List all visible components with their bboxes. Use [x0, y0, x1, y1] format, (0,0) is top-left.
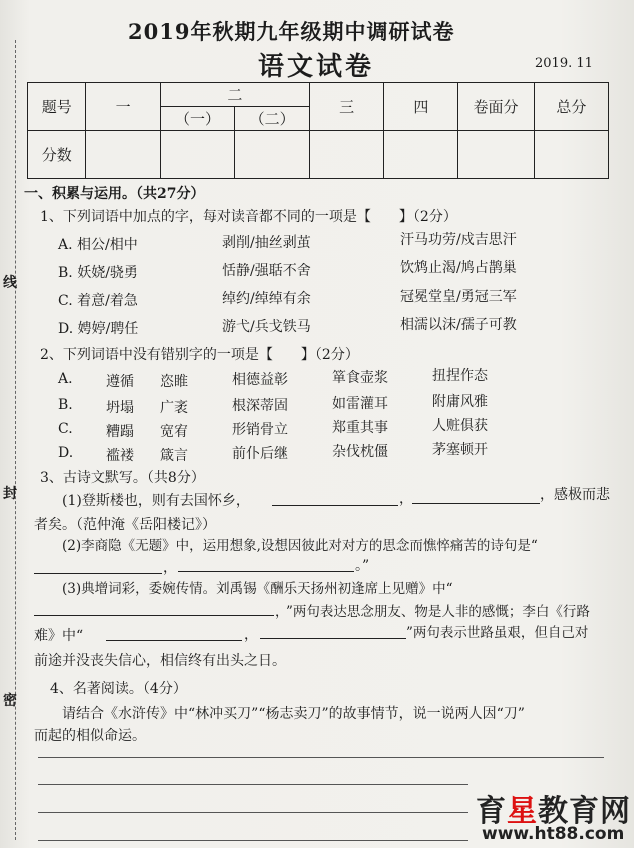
score-table-header-question: 题号 [28, 83, 86, 131]
q3-part-2-tail: 。” [355, 558, 370, 574]
q3-part-3-text: (3)典增词彩，委婉传情。刘禹锡《酬乐天扬州初逢席上见赠》中“ [62, 581, 453, 597]
score-table-col-2-sub-1: （一） [160, 107, 235, 131]
question-1-stem: 1、下列词语中加点的字，每对读音都不同的一项是【 】（2分） [40, 209, 457, 225]
exam-subtitle: 语文试卷 [258, 52, 375, 82]
q2-option-b-word-4: 如雷灌耳 [332, 396, 388, 412]
q2-option-a-word-4: 箪食壶浆 [332, 370, 388, 386]
watermark-char-1: 育 [476, 794, 507, 829]
q3-part-3-middle: ”两句表达思念朋友、物是人非的感慨；李白《行路 [286, 604, 590, 620]
q2-option-d-word-5: 茅塞顿开 [432, 442, 488, 458]
question-4-stem: 4、名著阅读。（4分） [50, 681, 187, 697]
q3-part-3-end: 前途并没丧失信心，相信终有出头之日。 [34, 653, 286, 669]
q1-option-a: A. 相公/相中 [58, 237, 138, 253]
q1-option-b-pair-3: 饮鸩止渴/鸠占鹊巢 [400, 260, 517, 276]
score-table-col-5: 卷面分 [458, 83, 534, 131]
score-cell-2-2[interactable] [235, 131, 310, 179]
q1-option-a-pair-3: 汗马功劳/戍吉思汗 [400, 232, 517, 248]
q3-part-1-source: 者矣。（范仲淹《岳阳楼记》） [34, 517, 216, 533]
q2-option-a-word-3: 相德益彰 [232, 372, 288, 388]
q3-part-3-tail: ”两句表示世路虽艰，但自己对 [406, 625, 589, 641]
score-table-col-2: 二 [160, 83, 309, 107]
q1-option-c: C. 着意/着急 [58, 293, 138, 309]
q2-option-d: D. [58, 445, 74, 461]
score-table-header-score: 分数 [28, 131, 86, 179]
answer-line-2[interactable] [38, 784, 468, 785]
q3-part-2-text: (2)李商隐《无题》中，运用想象,设想因彼此对对方的思念而憔悴痛苦的诗句是“ [62, 538, 538, 554]
watermark-url: www.ht88.com [482, 824, 625, 844]
q2-option-b-word-2: 广袤 [160, 400, 188, 416]
q4-body-line-1: 请结合《水浒传》中“林冲买刀”“杨志卖刀”的故事情节，说一说两人因“刀” [62, 706, 525, 722]
question-3-stem: 3、古诗文默写。（共8分） [40, 470, 205, 486]
q2-option-c-word-3: 形销骨立 [232, 422, 288, 438]
q3-blank-3[interactable] [34, 573, 162, 574]
binding-label-middle: 封 [3, 486, 17, 502]
answer-line-4[interactable] [38, 840, 468, 841]
q3-part-3-nan: 难》中“ [34, 628, 84, 644]
score-cell-6[interactable] [534, 131, 608, 179]
q2-option-c-word-2: 宽宥 [160, 424, 188, 440]
q2-option-b: B. [58, 397, 73, 413]
q3-blank-7[interactable] [260, 638, 406, 639]
q2-option-b-word-3: 根深蒂固 [232, 398, 288, 414]
score-cell-1[interactable] [86, 131, 160, 179]
score-cell-5[interactable] [458, 131, 534, 179]
q1-option-d-pair-3: 相濡以沫/孺子可教 [400, 317, 517, 333]
q3-part-3-comma-2: ， [244, 627, 258, 643]
exam-title: 2019年秋期九年级期中调研试卷 [128, 19, 455, 44]
q3-part-2-comma: ， [163, 560, 177, 576]
q3-part-1-tail: ，感极而悲 [540, 487, 610, 503]
q4-body-line-2: 而起的相似命运。 [34, 728, 146, 744]
q1-option-b: B. 妖娆/骁勇 [58, 265, 138, 281]
binding-label-bottom: 密 [3, 693, 17, 709]
q3-part-1-text: (1)登斯楼也，则有去国怀乡， [62, 493, 250, 509]
score-cell-2-1[interactable] [160, 131, 235, 179]
score-table-col-6: 总分 [534, 83, 608, 131]
answer-line-1[interactable] [38, 757, 604, 758]
q2-option-c-word-1: 糟蹋 [106, 424, 134, 440]
q1-option-c-pair-2: 绰约/绰绰有余 [222, 291, 311, 307]
answer-line-3[interactable] [38, 812, 468, 813]
watermark-char-rest: 教育网 [538, 794, 631, 829]
score-table-col-3: 三 [309, 83, 383, 131]
score-cell-3[interactable] [309, 131, 383, 179]
q3-blank-4[interactable] [178, 571, 354, 572]
q1-option-c-pair-3: 冠冕堂皇/勇冠三军 [400, 289, 517, 305]
q2-option-c: C. [58, 421, 73, 437]
binding-line [15, 40, 16, 840]
q2-option-b-word-5: 附庸风雅 [432, 394, 488, 410]
q2-option-d-word-2: 箴言 [160, 448, 188, 464]
watermark-char-star: 星 [507, 794, 538, 829]
q2-option-d-word-1: 褴褛 [106, 448, 134, 464]
q2-option-c-word-5: 人赃俱获 [432, 418, 488, 434]
q2-option-d-word-4: 杂伐枕僵 [332, 444, 388, 460]
q3-blank-6[interactable] [106, 640, 242, 641]
q2-option-c-word-4: 郑重其事 [332, 420, 388, 436]
q3-blank-5[interactable] [34, 615, 274, 616]
section-1-title: 一、积累与运用。（共27分） [24, 186, 205, 202]
exam-date: 2019. 11 [535, 56, 593, 71]
binding-label-top: 线 [3, 275, 17, 291]
q1-option-a-pair-2: 剥削/抽丝剥茧 [222, 235, 311, 251]
score-table [27, 82, 609, 179]
score-cell-4[interactable] [384, 131, 458, 179]
q1-option-b-pair-2: 恬静/强聒不舍 [222, 263, 311, 279]
score-table-col-1: 一 [86, 83, 160, 131]
q2-option-a-word-5: 扭捏作态 [432, 368, 488, 384]
q3-blank-2[interactable] [412, 503, 540, 504]
score-table-col-2-sub-2: （二） [235, 107, 310, 131]
q2-option-a-word-2: 恣睢 [160, 374, 188, 390]
q3-part-1-comma: ， [399, 491, 413, 507]
q2-option-a-word-1: 遵循 [106, 374, 134, 390]
q3-part-3-comma-1: ， [275, 604, 289, 620]
q2-option-b-word-1: 坍塌 [106, 400, 134, 416]
q2-option-d-word-3: 前仆后继 [232, 446, 288, 462]
q1-option-d-pair-2: 游弋/兵戈铁马 [222, 319, 311, 335]
score-table-col-4: 四 [384, 83, 458, 131]
question-2-stem: 2、下列词语中没有错别字的一项是【 】（2分） [40, 347, 359, 363]
q1-option-d: D. 娉婷/聘任 [58, 321, 139, 337]
q2-option-a: A. [58, 371, 73, 387]
q3-blank-1[interactable] [272, 505, 398, 506]
